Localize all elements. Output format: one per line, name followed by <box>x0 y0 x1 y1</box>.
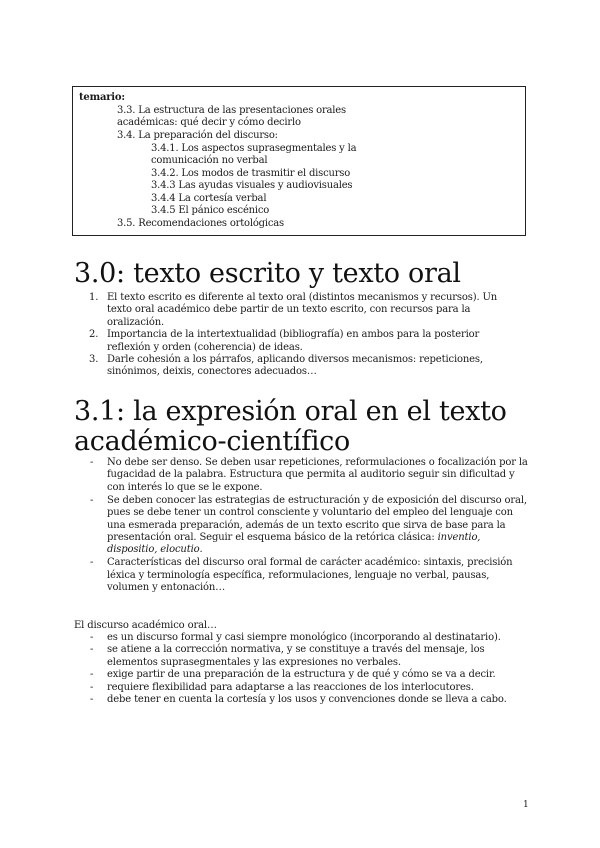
list-item-text: El texto escrito es diferente al texto oral (distintos mecanismos y recursos). Un texto oral académico debe partir de un texto escrito, con recursos para la oralización. <box>107 292 498 328</box>
list-item-text: No debe ser denso. Se deben usar repeticiones, reformulaciones o focalización por la fugacidad de la palabra. Estructura que permita al auditorio seguir sin dificultad y con interés lo que se le expone. <box>107 457 528 493</box>
list-item <box>90 694 527 706</box>
list-item-text: Características del discurso oral formal de carácter académico: sintaxis, precisión léxica y terminología específica, reformulaciones, lenguaje no verbal, pausas, volumen y entonación… <box>107 557 513 594</box>
list-item <box>90 644 527 669</box>
bullet-list <box>90 457 529 595</box>
section-heading: 3.1: la expresión oral en el texto académico-científico <box>74 396 507 457</box>
toc-item: 3.4. La preparación del discurso: <box>117 130 278 141</box>
list-item-text: debe tener en cuenta la cortesía y los usos y convenciones donde se lleva a cabo. <box>107 694 507 706</box>
list-item <box>90 457 529 494</box>
toc-title: temario: <box>79 92 125 103</box>
toc-box <box>72 86 526 236</box>
list-item <box>90 557 529 594</box>
bullet-dash: - <box>90 669 94 681</box>
list-item-text: exige partir de una preparación de la estructura y de qué y cómo se va a decir. <box>107 669 496 681</box>
list-item-text: Se deben conocer las estrategias de estructuración y de exposición del discurso oral, pues se debe tener un control consciente y voluntario del empleo del lenguaje con una esmerada preparación, además de un texto escrito que sirva de base para la presentación oral. Seguir el esquema básico de la retórica clásica: <box>107 494 527 543</box>
toc-item: 3.5. Recomendaciones ortológicas <box>117 218 284 229</box>
toc-item: 3.4.5 El pánico escénico <box>151 205 270 216</box>
toc-item: 3.4.2. Los modos de trasmitir el discurso <box>151 168 351 179</box>
toc-item: 3.4.1. Los aspectos suprasegmentales y la comunicación no verbal <box>151 143 357 167</box>
list-item-text: Darle cohesión a los párrafos, aplicando diversos mecanismos: repeticiones, sinónimos, deixis, conectores adecuados… <box>107 354 483 378</box>
list-item <box>89 329 522 354</box>
bullet-dash: - <box>90 681 94 693</box>
list-item-text: se atiene a la corrección normativa, y se constituye a través del mensaje, los elementos suprasegmentales y las expresiones no verbales. <box>107 644 485 668</box>
toc-item: 3.4.3 Las ayudas visuales y audiovisuales <box>151 180 353 191</box>
list-item <box>90 669 527 681</box>
list-item <box>90 681 527 694</box>
list-number: 3. <box>89 354 99 366</box>
list-number: 1. <box>89 292 99 303</box>
bullet-dash: - <box>90 694 94 706</box>
list-item <box>90 632 527 644</box>
list-item <box>89 354 522 379</box>
list-item-text: es un discurso formal y casi siempre monológico (incorporando al destinatario). <box>107 632 501 643</box>
list-item <box>89 292 522 329</box>
page-number: 1 <box>523 800 529 810</box>
bullet-dash: - <box>90 557 94 569</box>
section-heading: 3.0: texto escrito y texto oral <box>74 258 461 289</box>
numbered-list <box>89 292 522 379</box>
list-item-tail: . <box>199 544 203 556</box>
paragraph-intro: El discurso académico oral… <box>74 620 217 631</box>
toc-item: 3.3. La estructura de las presentaciones orales académicas: qué decir y cómo decirlo <box>117 105 346 129</box>
bullet-dash: - <box>90 457 94 468</box>
bullet-dash: - <box>90 632 94 643</box>
list-number: 2. <box>89 329 99 341</box>
list-item-italic: inventio, dispositio, elocutio <box>107 531 481 556</box>
bullet-dash: - <box>90 494 94 506</box>
bullet-dash: - <box>90 644 94 656</box>
toc-item: 3.4.4 La cortesía verbal <box>151 193 267 204</box>
bullet-list <box>90 632 527 706</box>
list-item-text: Importancia de la intertextualidad (bibliografía) en ambos para la posterior reflexión y orden (coherencia) de ideas. <box>107 329 480 353</box>
list-item <box>90 494 529 557</box>
list-item-text: requiere flexibilidad para adaptarse a las reacciones de los interlocutores. <box>107 681 474 693</box>
